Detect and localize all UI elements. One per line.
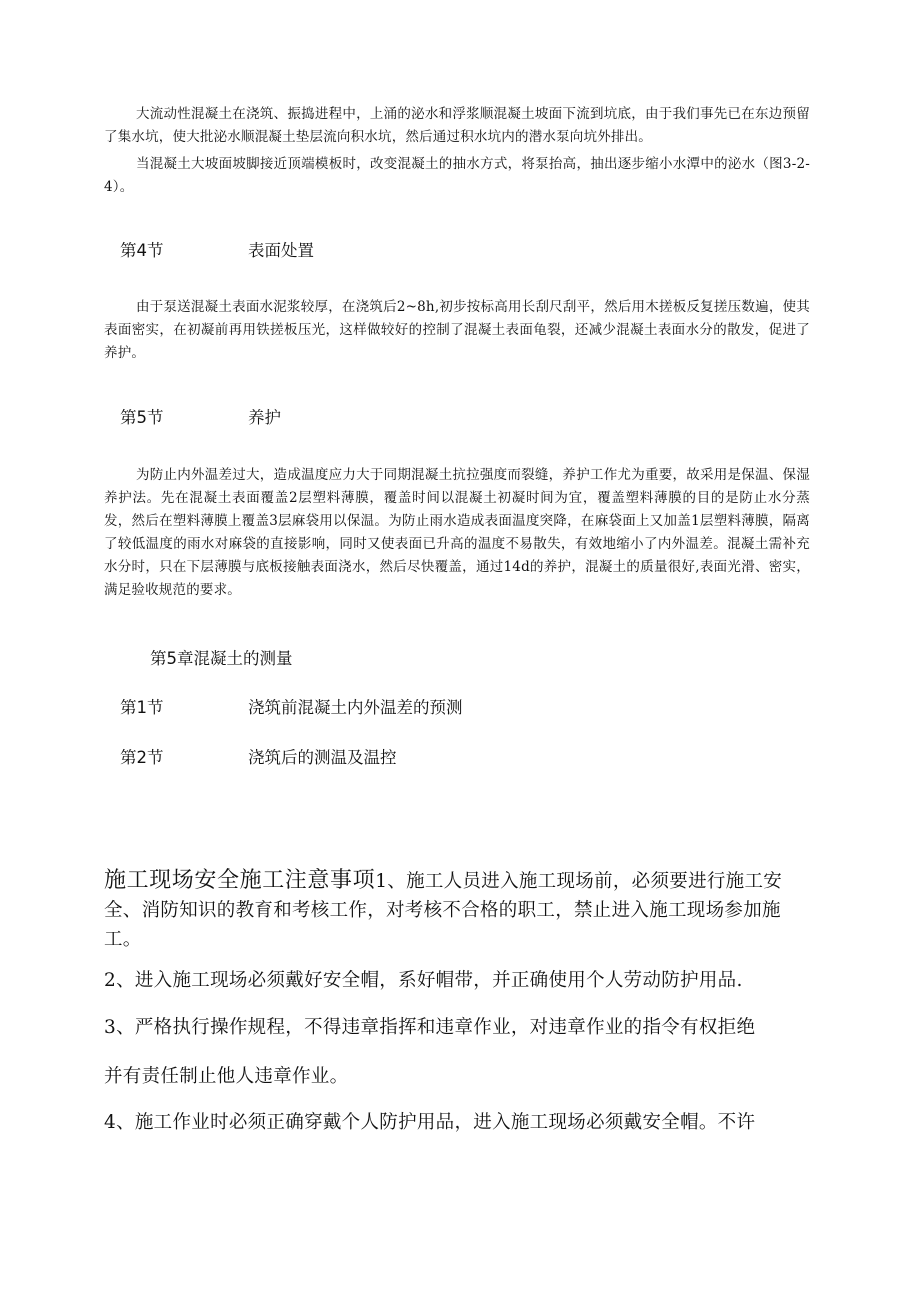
section-number: 第2节 (120, 748, 164, 767)
safety-item-4: 4、施工作业时必须正确穿戴个人防护用品，进入施工现场必须戴安全帽。不许 (104, 1112, 756, 1133)
safety-title: 施工现场安全施工注意事项 (104, 868, 376, 893)
section-number: 第1节 (120, 698, 164, 717)
safety-item-3: 3、严格执行操作规程，不得违章指挥和违章作业，对违章作业的指令有权拒绝 (104, 1017, 756, 1038)
paragraph-pump: 当混凝土大坡面坡脚接近顶端模板时，改变混凝土的抽水方式，将泵抬高，抽出逐步缩小水潭中的泌水（图3-2-4）。 (104, 156, 810, 195)
safety-intro (104, 866, 816, 954)
section-title: 浇筑前混凝土内外温差的预测 (248, 698, 463, 717)
paragraph-surface-treatment: 由于泵送混凝土表面水泥浆较厚，在浇筑后2~8h,初步按标高用长刮尺刮平，然后用木搓板反复搓压数遍，使其表面密实，在初凝前再用铁搓板压光，这样做较好的控制了混凝土表面龟裂，还减少混凝土表面水分的散发，促进了养护。 (104, 299, 810, 361)
safety-item-1: 1、施工人员进入施工现场前，必须要进行施工安全、消防知识的教育和考核工作，对考核不合格的职工，禁止进入施工现场参加施工。 (104, 871, 783, 950)
section-number: 第4节 (120, 241, 164, 260)
paragraph-curing: 为防止内外温差过大，造成温度应力大于同期混凝土抗拉强度而裂缝，养护工作尤为重要，故采用是保温、保湿养护法。先在混凝土表面覆盖2层塑料薄膜，覆盖时间以混凝土初凝时间为宜，覆盖塑料薄膜的目的是防止水分蒸发，然后在塑料薄膜上覆盖3层麻袋用以保温。为防止雨水造成表面温度突降，在麻袋面上又加盖1层塑料薄膜，隔离了较低温度的雨水对麻袋的直接影响，同时又使表面已升高的温度不易散失，有效地缩小了内外温差。混凝土需补充水分时，只在下层薄膜与底板接触表面浇水，然后尽快覆盖，通过14d的养护，混凝土的质量很好,表面光滑、密实，满足验收规范的要求。 (104, 467, 810, 598)
section-number: 第5节 (120, 408, 164, 427)
safety-item-3-continued: 并有责任制止他人违章作业。 (104, 1066, 349, 1087)
chapter-heading: 第5章混凝土的测量 (150, 649, 293, 668)
safety-item-2: 2、进入施工现场必须戴好安全帽，系好帽带，并正确使用个人劳动防护用品. (104, 970, 743, 991)
section-title: 表面处置 (248, 241, 314, 260)
section-title: 养护 (248, 408, 281, 427)
paragraph-drainage: 大流动性混凝土在浇筑、振捣进程中，上涌的泌水和浮浆顺混凝土坡面下流到坑底，由于我们事先已在东边预留了集水坑，使大批泌水顺混凝土垫层流向积水坑，然后通过积水坑内的潜水泵向坑外排出。 (104, 106, 810, 145)
section-title: 浇筑后的测温及温控 (248, 748, 397, 767)
